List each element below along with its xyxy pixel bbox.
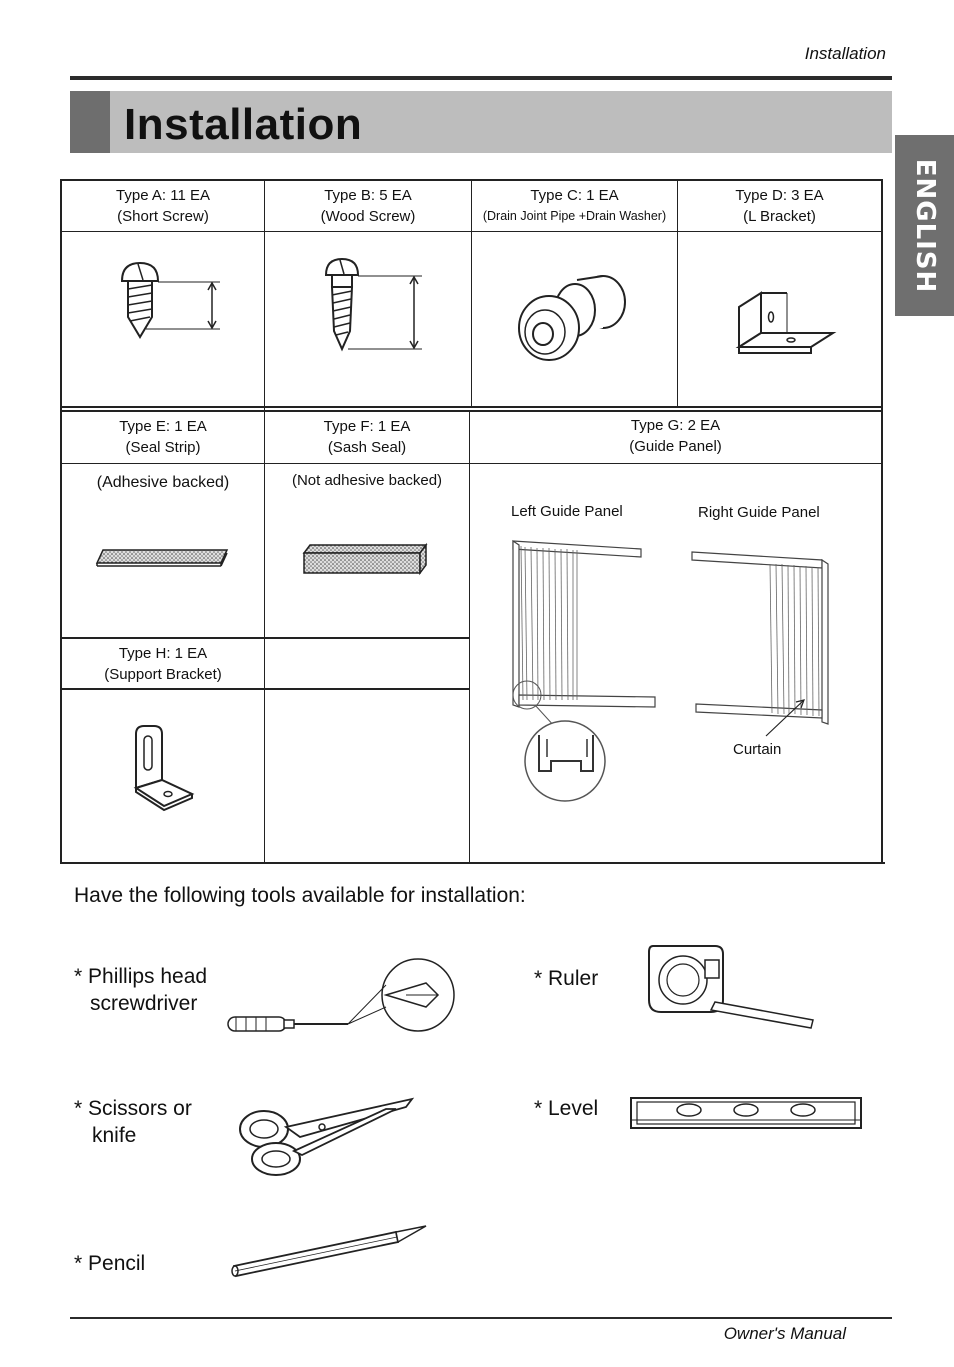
left-guide-panel-label: Left Guide Panel	[511, 503, 623, 520]
language-tab	[895, 135, 954, 316]
screwdriver-icon	[226, 955, 461, 1040]
part-a-label: Type A: 11 EA (Short Screw)	[116, 187, 210, 225]
short-screw-illustration	[110, 255, 230, 355]
seal-strip-note: (Adhesive backed)	[96, 474, 230, 491]
sash-seal-note: (Not adhesive backed)	[291, 472, 443, 489]
wood-screw-illustration	[318, 255, 428, 355]
spirit-level-icon	[629, 1096, 864, 1132]
right-guide-panel-label: Right Guide Panel	[698, 504, 820, 521]
title-accent-block	[70, 91, 110, 153]
running-header: Installation	[804, 44, 886, 63]
scissors-icon	[236, 1095, 416, 1180]
tool-ruler-label: * Ruler	[534, 967, 599, 990]
language-tab-label: ENGLISH	[909, 158, 940, 293]
part-e-label: Type E: 1 EA (Seal Strip)	[119, 418, 207, 456]
tool-scissors-label: * Scissors or knife	[74, 1097, 192, 1147]
tools-heading: Have the following tools available for installation:	[74, 884, 526, 907]
footer-rule	[70, 1317, 892, 1319]
sash-seal-illustration	[300, 543, 430, 578]
right-guide-panel-illustration	[688, 548, 838, 733]
pencil-icon	[230, 1222, 430, 1282]
part-g-label: Type G: 2 EA (Guide Panel)	[629, 417, 722, 455]
l-bracket-illustration	[735, 285, 835, 365]
tool-screwdriver-label: * Phillips head screwdriver	[74, 965, 208, 1015]
footer-manual-title: Owner's Manual	[723, 1324, 846, 1343]
left-guide-panel-illustration	[505, 535, 665, 805]
tool-level-label: * Level	[534, 1097, 599, 1120]
seal-strip-illustration	[95, 545, 230, 570]
drain-joint-illustration	[515, 270, 635, 370]
tape-measure-icon	[645, 940, 820, 1035]
part-d-label: Type D: 3 EA (L Bracket)	[735, 187, 824, 225]
part-b-label: Type B: 5 EA (Wood Screw)	[320, 187, 416, 225]
part-h-label: Type H: 1 EA (Support Bracket)	[104, 645, 222, 683]
page-title: Installation	[124, 100, 363, 149]
part-f-label: Type F: 1 EA (Sash Seal)	[323, 418, 411, 456]
header-rule	[70, 76, 892, 80]
tool-pencil-label: * Pencil	[74, 1252, 146, 1275]
curtain-label: Curtain	[733, 741, 782, 758]
support-bracket-illustration	[130, 722, 200, 814]
part-c-label: Type C: 1 EA (Drain Joint Pipe +Drain Washer)	[482, 187, 667, 223]
